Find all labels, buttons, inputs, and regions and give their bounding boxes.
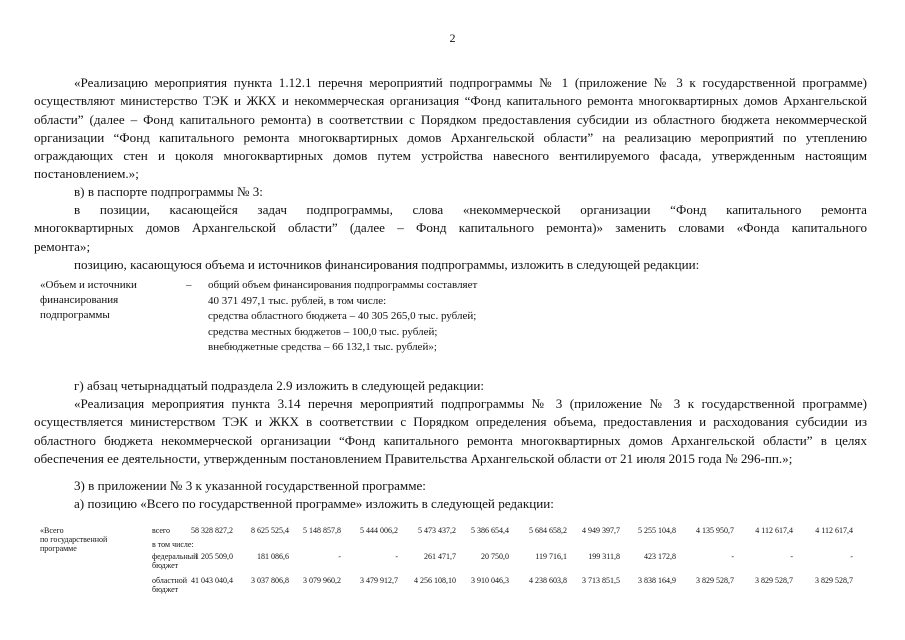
table-cell: 8 625 525,4 [251, 526, 289, 535]
page-number: 2 [449, 31, 456, 45]
table-cell: 4 256 108,10 [414, 576, 456, 585]
table-row-label-line: федеральный [152, 552, 198, 561]
finance-line: 40 371 497,1 тыс. рублей, в том числе: [208, 294, 387, 307]
table-cell: - [731, 552, 734, 561]
table-row-label-line: всего [152, 526, 171, 535]
paragraph-7: 3) в приложении № 3 к указанной государственной программе: [74, 478, 426, 493]
table-row-label-line: бюджет [152, 585, 179, 594]
table-cell: 41 043 040,4 [191, 576, 233, 585]
table-cell: 3 037 806,8 [251, 576, 289, 585]
finance-label-line: «Объем и источники [40, 279, 137, 291]
table-row-label-line: бюджет [152, 561, 179, 570]
table-cell: 1 205 509,0 [195, 552, 233, 561]
paragraph-6: «Реализация мероприятия пункта 3.14 перечня мероприятий подпрограммы № 3 (приложение № 3 к государственной программе) осуществляется министерством ТЭК и ЖКХ в соответствии с Порядком определения объема, предоставления и расходования субсидии из областного бюджета некоммерческой организации “Фонд капитального ремонта многоквартирных домов Архангельской области” в целях обеспечения ее деятельности, утвержденным постановлением Правительства Архангельской области от 21 июля 2015 года № 296-пп.»; [34, 396, 867, 466]
finance-details [208, 278, 477, 356]
table-cell: 5 148 857,8 [303, 526, 341, 535]
table-cell: 5 444 006,2 [360, 526, 398, 535]
table-cell: 5 255 104,8 [638, 526, 676, 535]
table-cell: 3 829 528,7 [755, 576, 793, 585]
table-cell: 4 135 950,7 [696, 526, 734, 535]
table-program-label [40, 526, 107, 553]
table-cell: 4 238 603,8 [529, 576, 567, 585]
finance-label-line: финансирования [40, 294, 119, 306]
finance-line: общий объем финансирования подпрограммы составляет [208, 279, 478, 291]
table-cell: - [395, 552, 398, 561]
table-cell: - [790, 552, 793, 561]
paragraph-5: г) абзац четырнадцатый подраздела 2.9 изложить в следующей редакции: [74, 378, 485, 393]
table-cell: 261 471,7 [424, 552, 456, 561]
paragraph-4: позицию, касающуюся объема и источников финансирования подпрограммы, изложить в следующей редакции: [74, 257, 700, 272]
table-cell: 58 328 827,2 [191, 526, 233, 535]
table-cell: 20 750,0 [481, 552, 509, 561]
finance-label-line: подпрограммы [40, 309, 110, 321]
paragraph-3: в позиции, касающейся задач подпрограммы, слова «некоммерческой организации “Фонд капитального ремонта многоквартирных домов Архангельской области” (далее – Фонд капитального ремонта)» заменить словами «Фонда капитального ремонта»; [34, 202, 867, 254]
table-cell: 3 713 851,5 [582, 576, 620, 585]
table-cell: 181 086,6 [257, 552, 289, 561]
finance-dash: – [186, 279, 192, 291]
finance-line: средства местных бюджетов – 100,0 тыс. рублей; [208, 325, 438, 338]
table-cell: 199 311,8 [588, 552, 620, 561]
table-row-label-line: в том числе: [152, 540, 194, 549]
paragraph-1: «Реализацию мероприятия пункта 1.12.1 перечня мероприятий подпрограммы № 1 (приложение № 3 к государственной программе) осуществляют министерство ТЭК и ЖКХ и некоммерческая организация “Фонд капитального ремонта многоквартирных домов Архангельской области” (далее – Фонд капитального ремонта) в соответствии с Порядком предоставления субсидии из областного бюджета некоммерческой организации “Фонд капитального ремонта многоквартирных домов Архангельской области” на реализацию мероприятий по утеплению ограждающих стен и цоколя многоквартирных домов путем устройства навесного вентилируемого фасада, утвержденным настоящим постановлением.»; [34, 75, 867, 182]
paragraph-2: в) в паспорте подпрограммы № 3: [74, 184, 263, 199]
table-cell: 3 829 528,7 [696, 576, 734, 585]
table-row-label [152, 540, 194, 549]
finance-label [40, 278, 137, 323]
table-cell: 119 716,1 [535, 552, 567, 561]
table-cell: 4 112 617,4 [755, 526, 793, 535]
table-cell: 5 684 658,2 [529, 526, 567, 535]
table-cell: 3 479 912,7 [360, 576, 398, 585]
table-cell: - [850, 552, 853, 561]
table-cell: 3 079 960,2 [303, 576, 341, 585]
table-cell: 5 386 654,4 [471, 526, 509, 535]
table-label-line: программе [40, 544, 77, 553]
finance-line: внебюджетные средства – 66 132,1 тыс. рублей»; [208, 341, 437, 353]
table-label-line: по государственной [40, 535, 108, 544]
table-cell: 5 473 437,2 [418, 526, 456, 535]
table-row-label-line: областной [152, 576, 188, 585]
table-cell: 3 910 046,3 [471, 576, 509, 585]
table-cell: 423 172,8 [644, 552, 676, 561]
table-cell: 4 949 397,7 [582, 526, 620, 535]
table-cell: - [338, 552, 341, 561]
table-cell: 3 829 528,7 [815, 576, 853, 585]
table-cell: 3 838 164,9 [638, 576, 676, 585]
finance-line: средства областного бюджета – 40 305 265,0 тыс. рублей; [208, 310, 477, 322]
table-cell: 4 112 617,4 [815, 526, 853, 535]
paragraph-8: а) позицию «Всего по государственной программе» изложить в следующей редакции: [74, 496, 554, 511]
table-row-label [152, 526, 170, 535]
table-label-line: «Всего [40, 526, 64, 535]
